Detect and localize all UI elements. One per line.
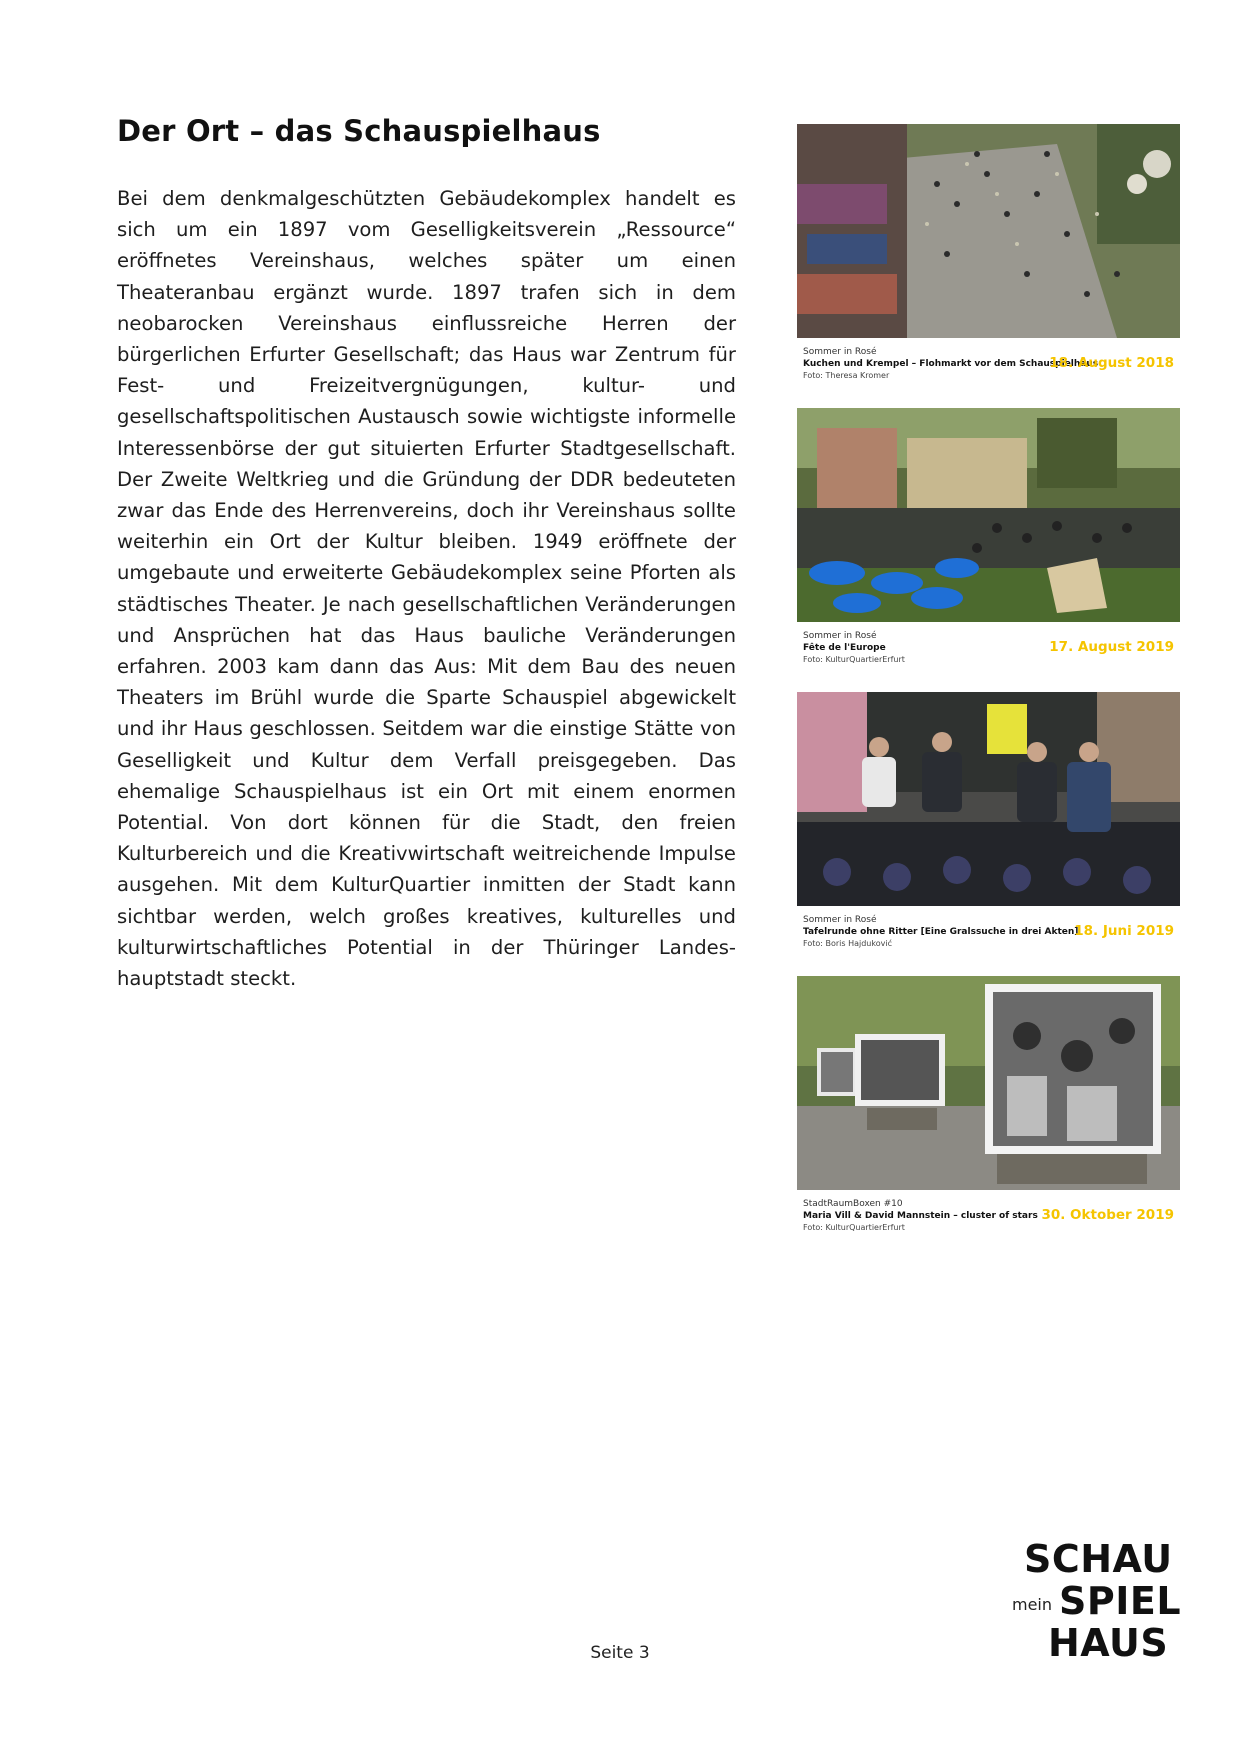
photo-flea-market [797, 124, 1180, 338]
tafelrunde-photo-illustration [797, 692, 1180, 906]
caption-credit: Foto: KulturQuartierErfurt [803, 1223, 905, 1232]
caption-flea-market [797, 346, 1180, 398]
photo-tafelrunde [797, 692, 1180, 906]
caption-title: Fête de l'Europe [803, 643, 886, 653]
caption-series: Sommer in Rosé [803, 347, 877, 357]
logo-line-spiel: SPIEL [1059, 1579, 1182, 1623]
caption-date: 18. Juni 2019 [1074, 923, 1174, 939]
fete-photo-illustration [797, 408, 1180, 622]
caption-credit: Foto: KulturQuartierErfurt [803, 655, 905, 664]
figure-tafelrunde [797, 692, 1180, 966]
schauspielhaus-logo [1012, 1537, 1182, 1670]
caption-tafelrunde [797, 914, 1180, 966]
logo-mein: mein [1012, 1595, 1053, 1614]
photo-stadtraumboxen [797, 976, 1180, 1190]
caption-date: 18. August 2018 [1049, 355, 1174, 371]
caption-series: StadtRaumBoxen #10 [803, 1199, 903, 1209]
caption-title: Kuchen und Krempel – Flohmarkt vor dem Schauspielhaus [803, 359, 1099, 369]
stadtraumboxen-photo-illustration [797, 976, 1180, 1190]
page-heading: Der Ort – das Schauspielhaus [117, 114, 601, 148]
caption-title: Maria Vill & David Mannstein – cluster of stars [803, 1211, 1038, 1221]
flea-market-photo-illustration [797, 124, 1180, 338]
page-number: Seite 3 [590, 1643, 650, 1663]
caption-fete-de-l-europe [797, 630, 1180, 682]
caption-title: Tafelrunde ohne Ritter [Eine Gralssuche in drei Akten] [803, 927, 1079, 937]
figure-stadtraumboxen [797, 976, 1180, 1250]
logo-line-schau: SCHAU [1024, 1537, 1173, 1581]
caption-series: Sommer in Rosé [803, 915, 877, 925]
caption-series: Sommer in Rosé [803, 631, 877, 641]
caption-date: 17. August 2019 [1049, 639, 1174, 655]
figure-fete-de-l-europe [797, 408, 1180, 682]
logo-line-haus: HAUS [1048, 1621, 1169, 1665]
caption-stadtraumboxen [797, 1198, 1180, 1250]
caption-credit: Foto: Theresa Kromer [803, 371, 890, 380]
figure-flea-market [797, 124, 1180, 398]
photo-fete-de-l-europe [797, 408, 1180, 622]
caption-credit: Foto: Boris Hajduković [803, 939, 892, 948]
body-paragraph: Bei dem denkmalgeschützten Gebäudekomplex handelt es sich um ein 1897 vom Geselligkeitsverein „Ressource“ eröffnetes Vereinshaus, welches später um einen Theateranbau ergänzt wurde. 1897 trafen sich in dem neobarocken Vereinshaus einflussreiche Herren der bürgerlichen Erfurter Gesellschaft; das Haus war Zentrum für Fest- und Freizeitvergnügungen, kultur- und gesellschaftspolitischen Austausch sowie wichtigste informelle Interessenbörse der gut situierten Erfurter Stadtgesellschaft. Der Zweite Weltkrieg und die Gründung der DDR bedeuteten zwar das Ende des Herrenvereins, doch ihr Vereinshaus sollte weiterhin ein Ort der Kultur bleiben. 1949 eröffnete der umgebaute und erweiterte Gebäudekomplex seine Pforten als städtisches Theater. Je nach gesellschaftlichen Veränderungen und Ansprüchen hat das Haus bauliche Veränderungen erfahren. 2003 kam dann das Aus: Mit dem Bau des neuen Theaters im Brühl wurde die Sparte Schauspiel abgewickelt und ihr Haus geschlossen. Seitdem war die einstige Stätte von Geselligkeit und Kultur dem Verfall preisgegeben. Das ehemalige Schauspielhaus ist ein Ort mit einem enormen Potential. Von dort können für die Stadt, den freien Kulturbereich und die Kreativwirtschaft weitreichende Impulse ausgehen. Mit dem KulturQuartier inmitten der Stadt kann sichtbar werden, welch großes kreatives, kulturelles und kulturwirtschaftliches Potential in der Thüringer Landeshauptstadt steckt. [117, 187, 736, 991]
caption-date: 30. Oktober 2019 [1041, 1207, 1174, 1223]
